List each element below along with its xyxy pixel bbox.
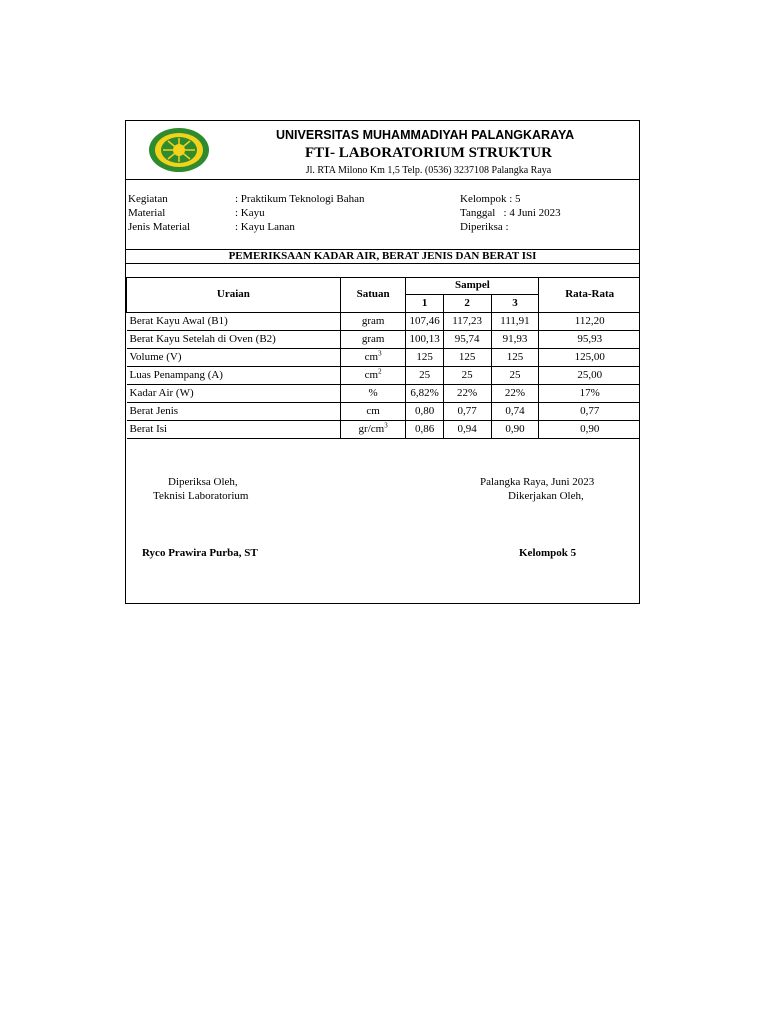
table-row bbox=[127, 331, 641, 349]
row-sample-3: 111,91 bbox=[491, 313, 539, 331]
row-sample-1: 107,46 bbox=[406, 313, 443, 331]
row-satuan bbox=[340, 367, 406, 385]
row-satuan bbox=[340, 349, 406, 367]
header-sample-3: 3 bbox=[491, 295, 539, 313]
unit-exponent: 2 bbox=[378, 367, 382, 376]
row-average: 17% bbox=[539, 385, 640, 403]
row-sample-3: 25 bbox=[491, 367, 539, 385]
info-right-labels bbox=[460, 192, 561, 234]
info-value-kelompok: : 5 bbox=[509, 193, 521, 205]
row-sample-3: 0,90 bbox=[491, 421, 539, 439]
info-label-diperiksa: Diperiksa bbox=[460, 221, 503, 233]
header-satuan: Satuan bbox=[340, 277, 406, 313]
header-rata-rata: Rata-Rata bbox=[539, 277, 640, 313]
row-sample-2: 22% bbox=[443, 385, 491, 403]
info-label: Material bbox=[128, 207, 166, 219]
info-value-tanggal: : 4 Juni 2023 bbox=[503, 207, 561, 219]
report-sheet bbox=[125, 120, 640, 604]
row-sample-2: 117,23 bbox=[443, 313, 491, 331]
info-label: Kegiatan bbox=[128, 193, 168, 205]
info-label-kelompok: Kelompok bbox=[460, 193, 507, 205]
info-left-values bbox=[235, 192, 365, 234]
row-satuan bbox=[340, 331, 406, 349]
info-left-labels bbox=[128, 192, 190, 234]
row-satuan bbox=[340, 313, 406, 331]
table-row bbox=[127, 313, 641, 331]
table-row bbox=[127, 349, 641, 367]
row-uraian: Volume (V) bbox=[127, 349, 341, 367]
row-sample-3: 22% bbox=[491, 385, 539, 403]
unit-text: cm bbox=[366, 405, 380, 417]
row-average: 0,77 bbox=[539, 403, 640, 421]
table-header-row bbox=[127, 277, 641, 295]
section-title: PEMERIKSAAN KADAR AIR, BERAT JENIS DAN BERAT ISI bbox=[126, 250, 639, 264]
info-label bbox=[460, 206, 561, 220]
row-sample-1: 0,80 bbox=[406, 403, 443, 421]
row-average: 125,00 bbox=[539, 349, 640, 367]
row-average: 25,00 bbox=[539, 367, 640, 385]
signature-left-line1: Diperiksa Oleh, bbox=[168, 476, 238, 488]
unit-exponent: 3 bbox=[378, 349, 382, 358]
unit-exponent: 3 bbox=[384, 421, 388, 430]
header-sample-2: 2 bbox=[443, 295, 491, 313]
info-label: Jenis Material bbox=[128, 221, 191, 233]
row-sample-1: 125 bbox=[406, 349, 443, 367]
row-uraian: Kadar Air (W) bbox=[127, 385, 341, 403]
row-satuan bbox=[340, 421, 406, 439]
results-table bbox=[126, 277, 640, 439]
signature-right-line1: Palangka Raya, Juni 2023 bbox=[480, 476, 595, 488]
row-satuan bbox=[340, 385, 406, 403]
university-logo-icon bbox=[146, 127, 212, 173]
row-sample-1: 25 bbox=[406, 367, 443, 385]
row-sample-2: 125 bbox=[443, 349, 491, 367]
row-sample-2: 25 bbox=[443, 367, 491, 385]
header-sampel: Sampel bbox=[406, 277, 539, 295]
header-sample-1: 1 bbox=[406, 295, 443, 313]
row-sample-1: 0,86 bbox=[406, 421, 443, 439]
report-header bbox=[126, 121, 639, 180]
row-satuan bbox=[340, 403, 406, 421]
signature-left-name: Ryco Prawira Purba, ST bbox=[142, 547, 258, 559]
row-uraian: Berat Jenis bbox=[127, 403, 341, 421]
lab-address: Jl. RTA Milono Km 1,5 Telp. (0536) 3237108 Palangka Raya bbox=[305, 165, 552, 176]
signature-right-line2: Dikerjakan Oleh, bbox=[508, 490, 584, 502]
university-name: UNIVERSITAS MUHAMMADIYAH PALANGKARAYA bbox=[276, 128, 575, 142]
lab-name: FTI- LABORATORIUM STRUKTUR bbox=[305, 145, 552, 161]
row-sample-3: 0,74 bbox=[491, 403, 539, 421]
info-value-diperiksa: : bbox=[505, 221, 509, 233]
info-label bbox=[460, 220, 561, 234]
unit-text: gram bbox=[361, 315, 385, 327]
row-sample-2: 0,77 bbox=[443, 403, 491, 421]
table-row bbox=[127, 403, 641, 421]
info-value: : Praktikum Teknologi Bahan bbox=[235, 193, 365, 205]
unit-text: % bbox=[368, 387, 378, 399]
table-row bbox=[127, 385, 641, 403]
row-sample-1: 6,82% bbox=[406, 385, 443, 403]
row-average: 95,93 bbox=[539, 331, 640, 349]
info-value: : Kayu bbox=[235, 207, 265, 219]
unit-text: gram bbox=[361, 333, 385, 345]
row-average: 112,20 bbox=[539, 313, 640, 331]
table-row bbox=[127, 421, 641, 439]
row-sample-2: 0,94 bbox=[443, 421, 491, 439]
unit-text: cm bbox=[364, 369, 379, 381]
spacer-row bbox=[126, 264, 639, 278]
row-sample-3: 125 bbox=[491, 349, 539, 367]
row-uraian: Luas Penampang (A) bbox=[127, 367, 341, 385]
info-label bbox=[460, 192, 561, 206]
header-uraian: Uraian bbox=[127, 277, 341, 313]
row-uraian: Berat Isi bbox=[127, 421, 341, 439]
row-sample-1: 100,13 bbox=[406, 331, 443, 349]
section-title-band bbox=[126, 249, 639, 278]
signature-left-line2: Teknisi Laboratorium bbox=[153, 490, 249, 502]
row-uraian: Berat Kayu Setelah di Oven (B2) bbox=[127, 331, 341, 349]
unit-text: gr/cm bbox=[358, 423, 385, 435]
row-sample-2: 95,74 bbox=[443, 331, 491, 349]
info-value: : Kayu Lanan bbox=[235, 221, 295, 233]
row-sample-3: 91,93 bbox=[491, 331, 539, 349]
info-label-tanggal: Tanggal bbox=[460, 207, 496, 219]
row-average: 0,90 bbox=[539, 421, 640, 439]
unit-text: cm bbox=[364, 351, 379, 363]
signature-right-name: Kelompok 5 bbox=[519, 547, 577, 559]
row-uraian: Berat Kayu Awal (B1) bbox=[127, 313, 341, 331]
table-row bbox=[127, 367, 641, 385]
